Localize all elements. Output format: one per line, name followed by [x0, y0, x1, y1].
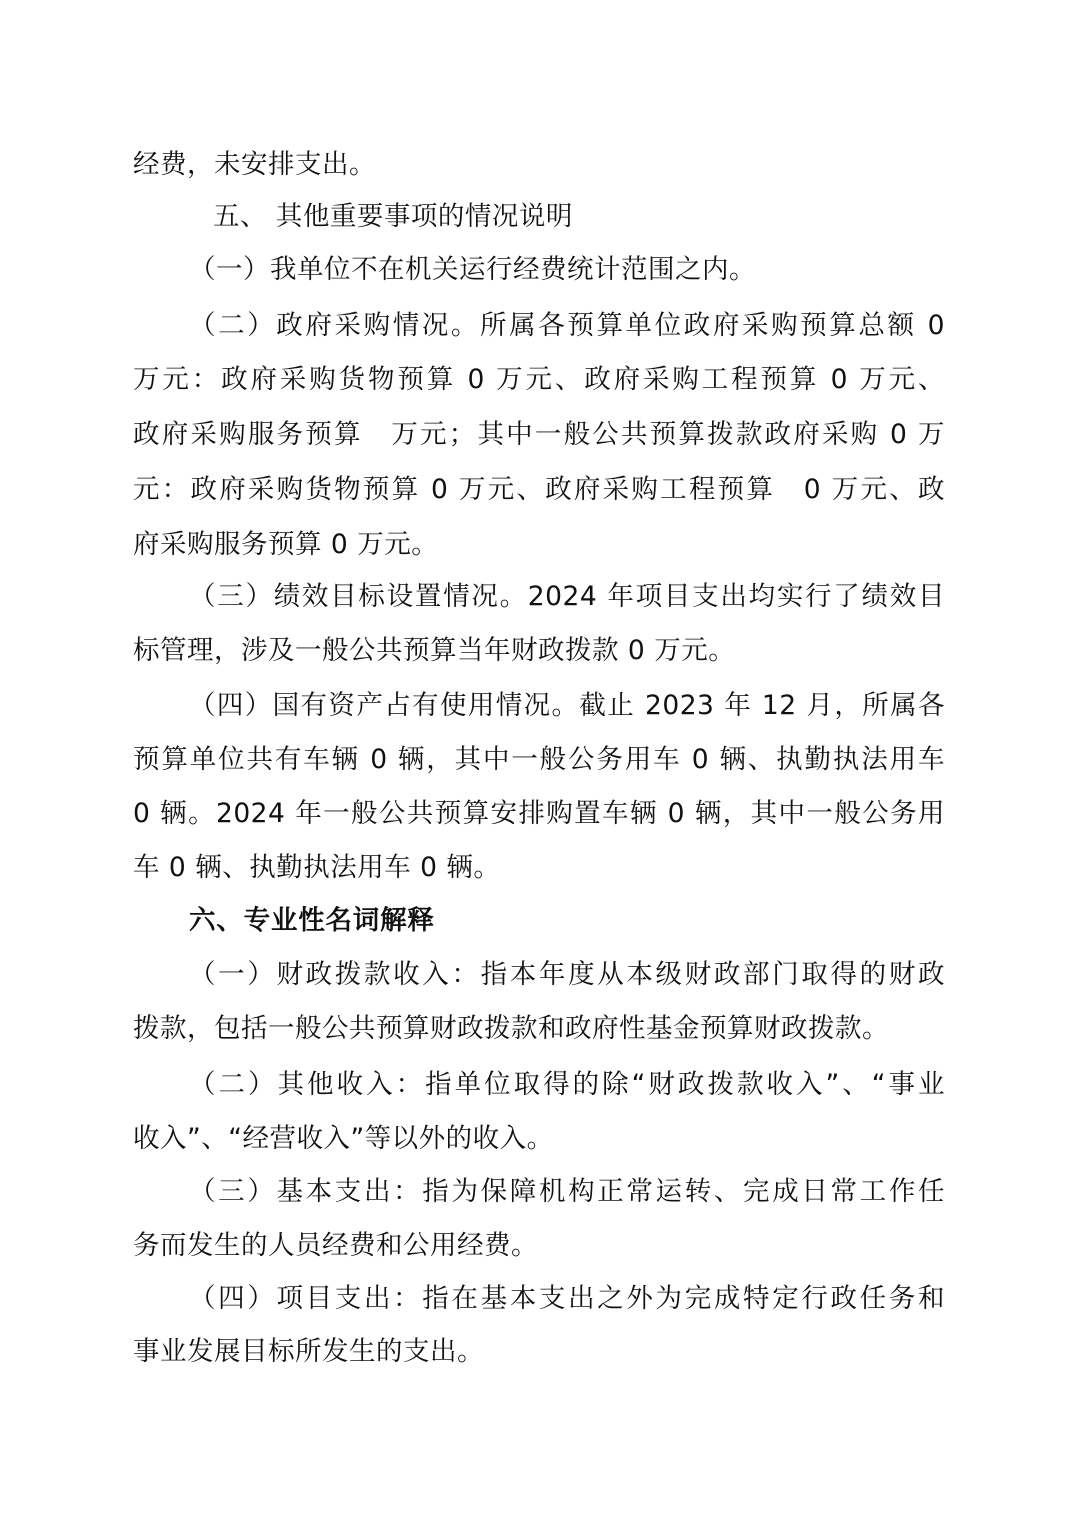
paragraph-line: 务而发生的人员经费和公用经费。 — [133, 1230, 538, 1261]
paragraph-line: 预算单位共有车辆 0 辆，其中一般公务用车 0 辆、执勤执法用车 — [133, 744, 945, 775]
paragraph-line: 元：政府采购货物预算 0 万元、政府采购工程预算 0 万元、政 — [133, 474, 945, 505]
paragraph-line: （四）项目支出：指在基本支出之外为完成特定行政任务和 — [189, 1283, 945, 1314]
paragraph-line: （四）国有资产占有使用情况。截止 2023 年 12 月，所属各 — [189, 690, 945, 721]
paragraph-line: 政府采购服务预算 万元；其中一般公共预算拨款政府采购 0 万 — [133, 419, 945, 450]
section-heading-five: 五、 其他重要事项的情况说明 — [213, 201, 573, 232]
paragraph-line: 经费，未安排支出。 — [133, 149, 376, 180]
paragraph-line: 车 0 辆、执勤执法用车 0 辆。 — [133, 852, 501, 883]
paragraph-line: （三）绩效目标设置情况。2024 年项目支出均实行了绩效目 — [189, 581, 945, 612]
paragraph-line: （二）其他收入：指单位取得的除“财政拨款收入”、“事业 — [189, 1069, 945, 1100]
paragraph-line: 拨款，包括一般公共预算财政拨款和政府性基金预算财政拨款。 — [133, 1013, 889, 1044]
paragraph-line: （一）财政拨款收入：指本年度从本级财政部门取得的财政 — [189, 959, 945, 990]
paragraph-line: （三）基本支出：指为保障机构正常运转、完成日常工作任 — [189, 1176, 945, 1207]
section-heading-six: 六、专业性名词解释 — [189, 905, 435, 936]
paragraph-line: （二）政府采购情况。所属各预算单位政府采购预算总额 0 — [189, 310, 945, 341]
paragraph-line: 0 辆。2024 年一般公共预算安排购置车辆 0 辆，其中一般公务用 — [133, 798, 945, 829]
paragraph-line: 万元：政府采购货物预算 0 万元、政府采购工程预算 0 万元、 — [133, 364, 945, 395]
paragraph-line: （一）我单位不在机关运行经费统计范围之内。 — [189, 254, 756, 285]
paragraph-line: 收入”、“经营收入”等以外的收入。 — [133, 1123, 554, 1154]
paragraph-line: 标管理，涉及一般公共预算当年财政拨款 0 万元。 — [133, 635, 736, 666]
paragraph-line: 府采购服务预算 0 万元。 — [133, 529, 439, 560]
paragraph-line: 事业发展目标所发生的支出。 — [133, 1336, 484, 1367]
